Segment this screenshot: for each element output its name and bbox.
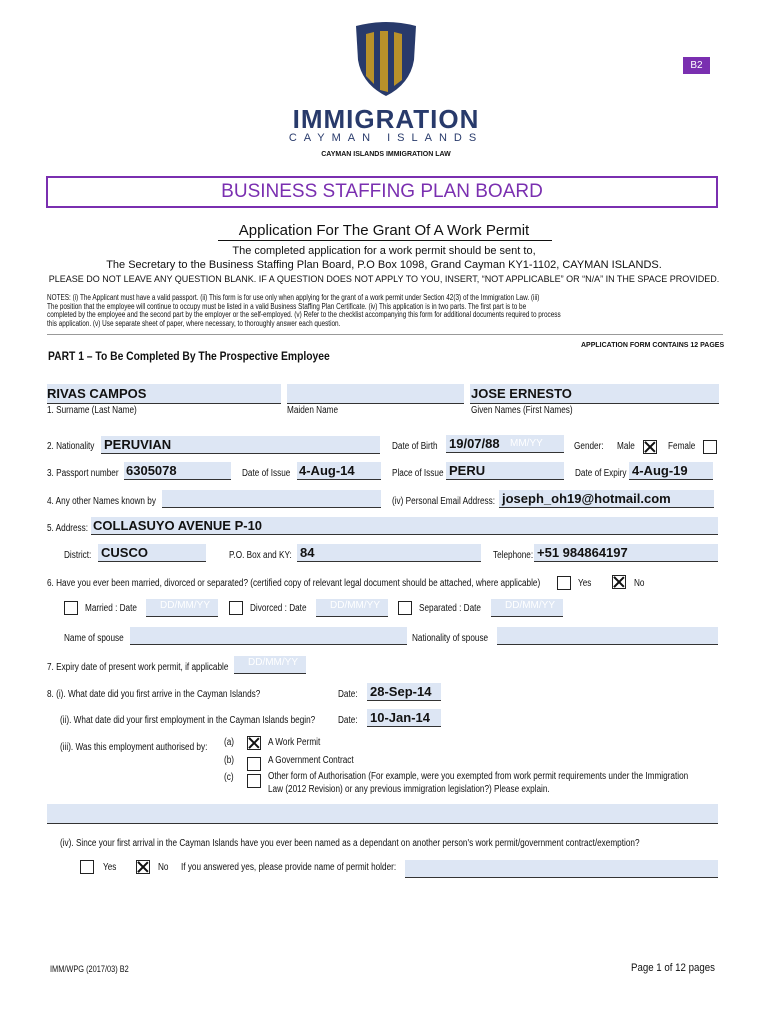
page-number: Page 1 of 12 pages (631, 962, 715, 974)
send-line-1: The completed application for a work permit should be sent to, (232, 245, 536, 257)
issue-date-label: Date of Issue (242, 468, 291, 479)
q8-iv-no-label: No (158, 862, 169, 873)
nationality-value: PERUVIAN (104, 437, 172, 452)
separated-checkbox[interactable] (398, 601, 412, 615)
gender-male-label: Male (617, 441, 635, 452)
q6-yes-label: Yes (578, 578, 592, 589)
q8-iii-text: (iii). Was this employment authorised by: (60, 742, 208, 753)
form-reference: IMM/WPG (2017/03) B2 (50, 964, 129, 974)
surname-label: 1. Surname (Last Name) (47, 405, 137, 416)
given-names-value: JOSE ERNESTO (471, 386, 572, 401)
option-c-text-2: Law (2012 Revision) or any previous immigration legislation?) Please explain. (268, 784, 550, 795)
option-b-checkbox[interactable] (247, 757, 261, 771)
immigration-logo (276, 20, 496, 150)
married-label: Married : Date (85, 603, 137, 614)
option-a-label: A Work Permit (268, 737, 321, 748)
notes-line-4: this application. (v) Use separate sheet of paper, where necessary, to thoroughly answer each question. (47, 318, 341, 328)
permit-holder-field[interactable] (405, 860, 718, 878)
page-count-note: APPLICATION FORM CONTAINS 12 PAGES (581, 342, 725, 349)
spouse-name-label: Name of spouse (64, 633, 124, 644)
org-name: IMMIGRATION (292, 104, 480, 134)
send-line-2: The Secretary to the Business Staffing Plan Board, P.O Box 1098, Grand Cayman KY1-1102, CAYMAN ISLANDS. (106, 259, 662, 271)
q6-yes-checkbox[interactable] (557, 576, 571, 590)
married-checkbox[interactable] (64, 601, 78, 615)
option-a-key: (a) (224, 737, 235, 748)
board-title: BUSINESS STAFFING PLAN BOARD (221, 181, 543, 202)
separated-label: Separated : Date (419, 603, 481, 614)
notes-line-2: The position that the employee will continue to occupy must be listed in a valid Business Staffing Plan Certificate. (iv) This application is in two parts. The first part is to be (47, 301, 527, 311)
q8-iv-yes-checkbox[interactable] (80, 860, 94, 874)
q8-ii-text: (ii). What date did your first employment in the Cayman Islands begin? (60, 715, 316, 726)
q8-i-text: 8. (i). What date did you first arrive in the Cayman Islands? (47, 689, 261, 700)
district-value: CUSCO (101, 545, 148, 560)
notes-line-1: NOTES: (i) The Applicant must have a valid passport. (ii) This form is for use only when applying for the grant of a work permit under Section 42(3) of the Immigration Law. (iii) (47, 293, 540, 302)
email-label: (iv) Personal Email Address: (392, 496, 495, 507)
notes-divider (47, 334, 723, 335)
pobox-label: P.O. Box and KY: (229, 550, 292, 561)
issue-date-value: 4-Aug-14 (299, 463, 355, 478)
expiry-value: 4-Aug-19 (632, 463, 688, 478)
q8-iv-yes-label: Yes (103, 862, 117, 873)
spouse-name-field[interactable] (130, 627, 407, 645)
option-b-key: (b) (224, 755, 235, 766)
option-b-label: A Government Contract (268, 755, 354, 766)
passport-label: 3. Passport number (47, 468, 119, 479)
given-names-label: Given Names (First Names) (471, 405, 573, 416)
other-names-field[interactable] (162, 490, 381, 508)
married-date-placeholder: DD/MM/YY (160, 600, 210, 611)
divorced-label: Divorced : Date (250, 603, 307, 614)
blank-warning: PLEASE DO NOT LEAVE ANY QUESTION BLANK. IF A QUESTION DOES NOT APPLY TO YOU, INSERT, “NOT APPLICABLE” OR “N/A” IN THE SPACE PROVIDED. (48, 274, 720, 284)
explain-field[interactable] (47, 804, 718, 824)
other-names-label: 4. Any other Names known by (47, 496, 156, 507)
shield-icon (354, 20, 418, 98)
org-subtitle: CAYMAN ISLANDS (288, 132, 484, 144)
gender-male-checkbox[interactable] (643, 440, 657, 454)
option-c-checkbox[interactable] (247, 774, 261, 788)
q6-no-label: No (634, 578, 645, 589)
divorced-date-placeholder: DD/MM/YY (330, 600, 380, 611)
gender-female-checkbox[interactable] (703, 440, 717, 454)
option-a-checkbox[interactable] (247, 736, 261, 750)
divorced-checkbox[interactable] (229, 601, 243, 615)
surname-value: RIVAS CAMPOS (47, 386, 147, 401)
law-line: CAYMAN ISLANDS IMMIGRATION LAW (321, 151, 451, 158)
permit-holder-label: If you answered yes, please provide name of permit holder: (181, 862, 397, 873)
separated-date-placeholder: DD/MM/YY (505, 600, 555, 611)
address-value: COLLASUYO AVENUE P-10 (93, 518, 263, 533)
notes-block (47, 294, 719, 328)
issue-place-value: PERU (449, 463, 486, 478)
q7-text: 7. Expiry date of present work permit, if applicable (47, 662, 229, 673)
spouse-nat-field[interactable] (497, 627, 718, 645)
email-value: joseph_oh19@hotmail.com (502, 491, 671, 506)
dob-label: Date of Birth (392, 441, 438, 452)
telephone-value: +51 984864197 (537, 545, 628, 560)
application-underline (218, 240, 552, 241)
district-label: District: (64, 550, 92, 561)
part1-heading: PART 1 – To Be Completed By The Prospective Employee (48, 349, 330, 363)
q6-no-checkbox[interactable] (612, 575, 626, 589)
passport-value: 6305078 (126, 463, 177, 478)
q8-iv-text: (iv). Since your first arrival in the Cayman Islands have you ever been named as a dependant on another person's work permit/government contract/exemption? (60, 838, 640, 849)
maiden-name-field[interactable] (287, 384, 464, 404)
q8-i-date-value: 28-Sep-14 (370, 684, 432, 699)
q7-date-placeholder: DD/MM/YY (248, 657, 298, 668)
dob-placeholder: MM/YY (510, 438, 543, 449)
gender-label: Gender: (574, 441, 604, 452)
expiry-label: Date of Expiry (575, 468, 627, 479)
q8-ii-date-value: 10-Jan-14 (370, 710, 430, 725)
q8-i-date-label: Date: (338, 689, 358, 700)
board-title-box (46, 176, 718, 208)
spouse-nat-label: Nationality of spouse (412, 633, 489, 644)
q8-iv-no-checkbox[interactable] (136, 860, 150, 874)
option-c-text-1: Other form of Authorisation (For example, were you exempted from work permit requirements under the Immigration (268, 771, 689, 782)
dob-value: 19/07/88 (449, 436, 500, 451)
gender-female-label: Female (668, 441, 696, 452)
pobox-field[interactable] (297, 544, 481, 562)
address-label: 5. Address: (47, 523, 89, 534)
pobox-value: 84 (300, 545, 315, 560)
notes-line-3: completed by the employee and the second part by the employer or the self-employed. (v) Refer to the checklist accompanying this form for additional documents required to process (47, 310, 561, 319)
telephone-label: Telephone: (493, 550, 534, 561)
issue-place-label: Place of Issue (392, 468, 444, 479)
form-code-badge: B2 (683, 57, 710, 74)
q8-ii-date-label: Date: (338, 715, 358, 726)
application-title: Application For The Grant Of A Work Permit (238, 222, 530, 239)
nationality-label: 2. Nationality (47, 441, 95, 452)
maiden-name-label: Maiden Name (287, 405, 339, 416)
option-c-key: (c) (224, 772, 234, 783)
q6-text: 6. Have you ever been married, divorced or separated? (certified copy of relevant legal document should be attached, where applicable) (47, 578, 541, 589)
